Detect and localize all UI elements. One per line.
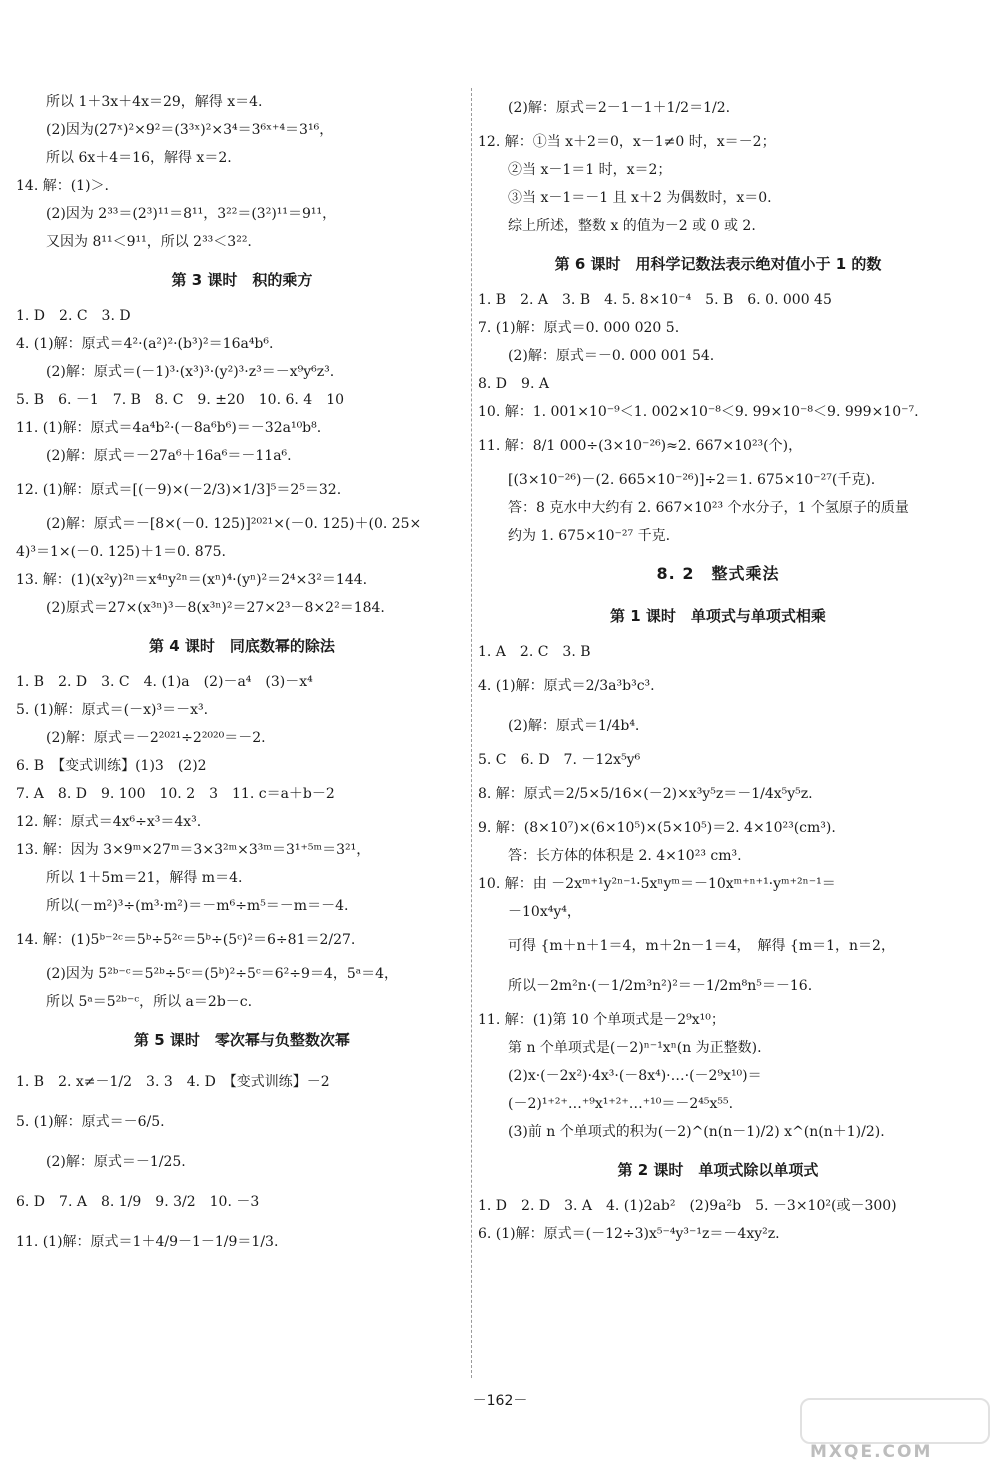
answer-line: ②当 x－1＝1 时，x＝2； (508, 162, 672, 178)
answer-line: 8. D 9. A (478, 376, 549, 392)
answer-line: 6. B 【变式训练】(1)3 (2)2 (16, 758, 207, 774)
answer-line: 综上所述，整数 x 的值为－2 或 0 或 2. (508, 218, 756, 234)
answer-line: 4)³＝1×(－0. 125)＋1＝0. 875. (16, 544, 226, 560)
answer-line: 9. 解：(8×10⁷)×(6×10⁵)×(5×10⁵)＝2. 4×10²³(cm³). (478, 820, 836, 836)
lesson-heading: 第 6 课时 用科学记数法表示绝对值小于 1 的数 (554, 255, 882, 273)
answer-line: 1. D 2. C 3. D (16, 308, 131, 324)
answer-line: 5. C 6. D 7. －12x⁵y⁶ (478, 752, 641, 768)
answer-line: 4. (1)解：原式＝2/3a³b³c³. (478, 678, 655, 694)
lesson-heading: 第 1 课时 单项式与单项式相乘 (610, 607, 826, 625)
answer-line: (2)解：原式＝(－1)³·(x³)³·(y²)³·z³＝－x⁹y⁶z³. (46, 364, 335, 380)
answer-line: (2)解：原式＝－0. 000 001 54. (508, 348, 715, 364)
answer-line: (2)原式＝27×(x³ⁿ)³－8(x³ⁿ)²＝27×2³－8×2²＝184. (46, 600, 385, 616)
answer-line: (－2)¹⁺²⁺…⁺⁹x¹⁺²⁺…⁺¹⁰＝－2⁴⁵x⁵⁵. (508, 1096, 734, 1112)
answer-line: 12. (1)解：原式＝[(－9)×(－2/3)×1/3]⁵＝2⁵＝32. (16, 482, 342, 498)
answer-line: (2)解：原式＝－27a⁶＋16a⁶＝－11a⁶. (46, 448, 292, 464)
answer-line: 7. (1)解：原式＝0. 000 020 5. (478, 320, 680, 336)
answer-line: 11. 解：8/1 000÷(3×10⁻²⁶)≈2. 667×10²³(个)， (478, 438, 803, 454)
lesson-heading: 第 5 课时 零次幂与负整数次幂 (134, 1031, 350, 1049)
lesson-heading: 第 3 课时 积的乘方 (171, 271, 313, 289)
answer-line: (2)解：原式＝2－1－1＋1/2＝1/2. (508, 100, 731, 116)
answer-line: (3)前 n 个单项式的积为(－2)^(n(n－1)/2) x^(n(n＋1)/2). (508, 1124, 885, 1140)
page-number: －162－ (472, 1393, 528, 1409)
answer-line: 8. 解：原式＝2/5×5/16×(－2)×x³y⁵z＝－1/4x⁵y⁵z. (478, 786, 813, 802)
left-column (16, 88, 468, 1262)
section-heading: 8. 2 整式乘法 (656, 564, 780, 583)
answer-line: 13. 解：(1)(x²y)²ⁿ＝x⁴ⁿy²ⁿ＝(xⁿ)⁴·(yⁿ)²＝2⁴×3²＝144. (16, 572, 368, 588)
answer-line: 所以 1＋3x＋4x＝29，解得 x＝4. (46, 94, 263, 110)
answer-line: 1. B 2. D 3. C 4. (1)a (2)－a⁴ (3)－x⁴ (16, 674, 313, 690)
answer-line: (2)解：原式＝1/4b⁴. (508, 718, 640, 734)
answer-line: 14. 解：(1)5ᵇ⁻²ᶜ＝5ᵇ÷5²ᶜ＝5ᵇ÷(5ᶜ)²＝6÷81＝2/27. (16, 932, 356, 948)
answer-line: 所以 5ᵃ＝5²ᵇ⁻ᶜ，所以 a＝2b－c. (46, 994, 253, 1010)
answer-line: 12. 解：①当 x＋2＝0，x－1≠0 时，x＝－2； (478, 134, 776, 150)
answer-line: 13. 解：因为 3×9ᵐ×27ᵐ＝3×3²ᵐ×3³ᵐ＝3¹⁺⁵ᵐ＝3²¹， (16, 842, 371, 858)
answer-line: 6. D 7. A 8. 1/9 9. 3/2 10. －3 (16, 1194, 260, 1210)
answer-line: (2)解：原式＝－[8×(－0. 125)]²⁰²¹×(－0. 125)＋(0. 25× (46, 516, 422, 532)
answer-line: 1. D 2. D 3. A 4. (1)2ab² (2)9a²b 5. －3×10²(或－300) (478, 1198, 897, 1214)
answer-line: 5. B 6. －1 7. B 8. C 9. ±20 10. 6. 4 10 (16, 392, 345, 408)
answer-line: 6. (1)解：原式＝(－12÷3)x⁵⁻⁴y³⁻¹z＝－4xy²z. (478, 1226, 780, 1242)
answer-line: 14. 解：(1)＞. (16, 178, 109, 194)
answer-line: 所以－2m²n·(－1/2m³n²)²＝－1/2m⁸n⁵＝－16. (508, 978, 813, 994)
answer-line: 所以 1＋5m＝21，解得 m＝4. (46, 870, 243, 886)
answer-line: 可得 {m＋n＋1＝4，m＋2n－1＝4， 解得 {m＝1，n＝2， (508, 938, 895, 954)
answer-line: 答：长方体的体积是 2. 4×10²³ cm³. (508, 848, 742, 864)
answer-line: 4. (1)解：原式＝4²·(a²)²·(b³)²＝16a⁴b⁶. (16, 336, 274, 352)
answer-line: 7. A 8. D 9. 100 10. 2 3 11. c＝a＋b－2 (16, 786, 335, 802)
answer-line: (2)解：原式＝－1/25. (46, 1154, 186, 1170)
answer-line: 所以(－m²)³÷(m³·m²)＝－m⁶÷m⁵＝－m＝－4. (46, 898, 349, 914)
answer-line: －10x⁴y⁴， (508, 904, 581, 920)
answer-line: 第 n 个单项式是(－2)ⁿ⁻¹xⁿ(n 为正整数). (508, 1040, 762, 1056)
lesson-heading: 第 2 课时 单项式除以单项式 (617, 1161, 819, 1179)
answer-line: (2)因为 2³³＝(2³)¹¹＝8¹¹，3²²＝(3²)¹¹＝9¹¹， (46, 206, 337, 222)
watermark-text: MXQE.COM (810, 1442, 933, 1462)
answer-line: 5. (1)解：原式＝－6/5. (16, 1114, 165, 1130)
answer-line: 所以 6x＋4＝16，解得 x＝2. (46, 150, 232, 166)
answer-line: 1. B 2. A 3. B 4. 5. 8×10⁻⁴ 5. B 6. 0. 000 45 (478, 292, 832, 308)
answer-line: 10. 解：1. 001×10⁻⁹＜1. 002×10⁻⁸＜9. 99×10⁻⁸＜9. 999×10⁻⁷. (478, 404, 919, 420)
answer-line: (2)因为(27ˣ)²×9²＝(3³ˣ)²×3⁴＝3⁶ˣ⁺⁴＝3¹⁶， (46, 122, 334, 138)
answer-line: [(3×10⁻²⁶)－(2. 665×10⁻²⁶)]÷2＝1. 675×10⁻²⁷(千克). (508, 472, 876, 488)
answer-line: 1. B 2. x≠－1/2 3. 3 4. D 【变式训练】－2 (16, 1074, 330, 1090)
watermark-logo-icon (800, 1398, 990, 1444)
answer-line: ③当 x－1＝－1 且 x＋2 为偶数时，x＝0. (508, 190, 772, 206)
answer-line: 约为 1. 675×10⁻²⁷ 千克. (508, 528, 671, 544)
right-column (478, 88, 958, 1248)
answer-line: (2)x·(－2x²)·4x³·(－8x⁴)·…·(－2⁹x¹⁰)＝ (508, 1068, 762, 1084)
watermark (800, 1398, 990, 1464)
answer-line: 5. (1)解：原式＝(－x)³＝－x³. (16, 702, 209, 718)
answer-line: (2)解：原式＝－2²⁰²¹÷2²⁰²⁰＝－2. (46, 730, 266, 746)
column-divider (471, 88, 472, 1378)
lesson-heading: 第 4 课时 同底数幂的除法 (149, 637, 335, 655)
answer-line: 12. 解：原式＝4x⁶÷x³＝4x³. (16, 814, 202, 830)
answer-line: 11. (1)解：原式＝1＋4/9－1－1/9＝1/3. (16, 1234, 279, 1250)
answer-line: 又因为 8¹¹＜9¹¹，所以 2³³＜3²². (46, 234, 252, 250)
answer-line: 11. 解：(1)第 10 个单项式是－2⁹x¹⁰； (478, 1012, 725, 1028)
answer-line: 1. A 2. C 3. B (478, 644, 591, 660)
answer-line: 答：8 克水中大约有 2. 667×10²³ 个水分子，1 个氢原子的质量 (508, 500, 909, 516)
answer-line: 10. 解：由 －2xᵐ⁺¹y²ⁿ⁻¹·5xⁿyᵐ＝－10xᵐ⁺ⁿ⁺¹·yᵐ⁺²ⁿ⁻¹＝ (478, 876, 836, 892)
answer-line: 11. (1)解：原式＝4a⁴b²·(－8a⁶b⁶)＝－32a¹⁰b⁸. (16, 420, 322, 436)
answer-line: (2)因为 5²ᵇ⁻ᶜ＝5²ᵇ÷5ᶜ＝(5ᵇ)²÷5ᶜ＝6²÷9＝4，5ᵃ＝4， (46, 966, 399, 982)
